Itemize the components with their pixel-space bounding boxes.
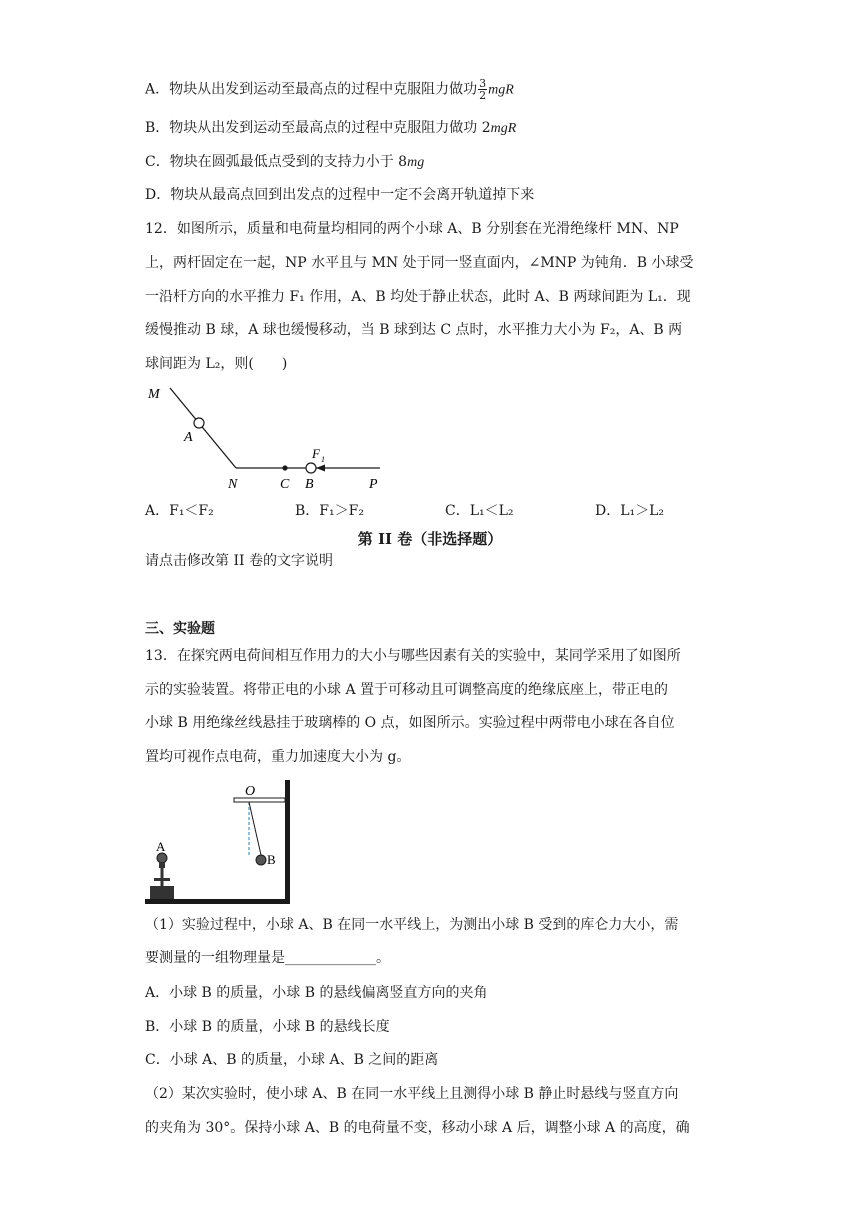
label-o: O: [245, 784, 256, 799]
q12-option-d: D．L₁＞L₂: [595, 503, 665, 519]
q13-sub1-line: 要测量的一组物理量是_____________。: [145, 950, 390, 966]
q11-option-b: B．物块从出发到运动至最高点的过程中克服阻力做功 2mgR: [145, 120, 517, 136]
label-a: A: [184, 430, 193, 445]
q12-line: 一沿杆方向的水平推力 F₁ 作用，A、B 均处于静止状态，此时 A、B 两球间距为 L₁．现: [145, 289, 691, 305]
point-c: [282, 465, 287, 470]
q13-sub1-option-a: A．小球 B 的质量，小球 B 的悬线偏离竖直方向的夹角: [145, 985, 488, 1001]
q13-sub1-option-b: B．小球 B 的质量，小球 B 的悬线长度: [145, 1019, 390, 1035]
label-p: P: [369, 477, 378, 492]
ball-b: [306, 463, 316, 473]
q13-sub2-line: （2）某次实验时，使小球 A、B 在同一水平线上且测得小球 B 静止时悬线与竖直方向: [145, 1086, 679, 1102]
q13-line: 示的实验装置。将带正电的小球 A 置于可移动且可调整高度的绝缘底座上，带正电的: [145, 682, 669, 698]
label-f: F: [312, 446, 320, 461]
q13-sub2-line: 的夹角为 30°。保持小球 A、B 的电荷量不变，移动小球 A 后，调整小球 A 的高度，确: [145, 1120, 690, 1136]
section-ii-note[interactable]: 请点击修改第 II 卷的文字说明: [145, 553, 333, 569]
q12-option-a: A．F₁＜F₂: [145, 503, 214, 519]
ball-b: [256, 855, 266, 865]
ball-a: [157, 853, 167, 863]
label-a: A: [156, 839, 166, 854]
q11-option-a: A．物块从出发到运动至最高点的过程中克服阻力做功 $\frac{3}{2}$ mgR: [145, 77, 514, 102]
label-f-sub: 1: [321, 455, 325, 464]
q12-line: 缓慢推动 B 球，A 球也缓慢移动，当 B 球到达 C 点时，水平推力大小为 F₂，A、B 两: [145, 322, 683, 338]
q12-option-c: C．L₁＜L₂: [445, 503, 514, 519]
label-m: M: [148, 387, 160, 402]
glass-rod: [234, 798, 285, 802]
section-iii-heading: 三、实验题: [145, 621, 215, 637]
q11-option-c: C．物块在圆弧最低点受到的支持力小于 8mg: [145, 154, 425, 170]
q12-line: 球间距为 L₂，则( ): [145, 356, 288, 372]
label-c: C: [280, 477, 290, 492]
q13-sub1-option-c: C．小球 A、B 的质量，小球 A、B 之间的距离: [145, 1052, 439, 1068]
q13-line: 13．在探究两电荷间相互作用力的大小与哪些因素有关的实验中，某同学采用了如图所: [145, 648, 681, 664]
fraction: $\frac{3}{2}$: [479, 77, 487, 102]
section-ii-title: 第 II 卷（非选择题）: [357, 530, 503, 548]
label-n: N: [228, 477, 238, 492]
q13-line: 置均可视作点电荷，重力加速度大小为 g。: [145, 749, 411, 765]
q11-option-d: D．物块从最高点回到出发点的过程中一定不会离开轨道掉下来: [145, 187, 535, 203]
force-arrow-head: [316, 465, 325, 472]
q12-line: 上，两杆固定在一起，NP 水平且与 MN 处于同一竖直面内，∠MNP 为钝角．B 小球受: [145, 255, 694, 271]
ball-a: [194, 418, 204, 428]
q13-apparatus-figure: [140, 775, 305, 910]
q12-option-b: B．F₁＞F₂: [295, 503, 364, 519]
label-b: B: [305, 477, 314, 492]
label-b: B: [267, 852, 276, 867]
q13-sub1-line: （1）实验过程中，小球 A、B 在同一水平线上，为测出小球 B 受到的库仑力大小，需: [145, 917, 679, 933]
q13-line: 小球 B 用绝缘丝线悬挂于玻璃棒的 O 点，如图所示。实验过程中两带电小球在各自位: [145, 715, 675, 731]
q12-rod-figure: [140, 380, 400, 495]
q12-line: 12．如图所示，质量和电荷量均相同的两个小球 A、B 分别套在光滑绝缘杆 MN、NP: [145, 221, 679, 237]
